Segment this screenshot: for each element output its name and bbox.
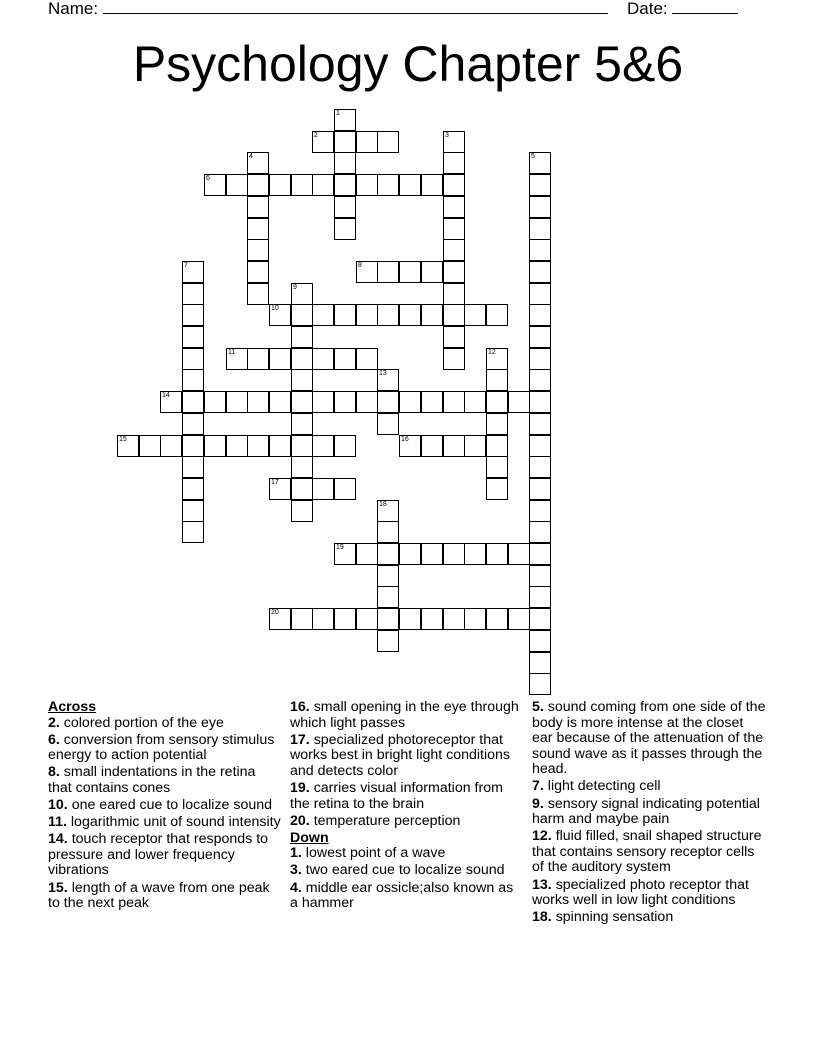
crossword-cell[interactable] [182,435,204,457]
clue-across-20: 20. temperature perception [290,812,461,829]
down-heading: Down [290,829,329,846]
crossword-cell[interactable] [226,174,248,196]
crossword-cell[interactable] [377,630,399,652]
crossword-cell[interactable] [269,348,291,370]
crossword-cell[interactable] [247,174,269,196]
crossword-cell[interactable] [399,435,421,457]
crossword-cell[interactable] [226,391,248,413]
cell-number: 17 [271,479,279,486]
crossword-cell[interactable] [486,608,508,630]
crossword-cell[interactable] [334,543,356,565]
cell-number: 2 [314,132,318,139]
cell-number: 6 [206,175,210,182]
crossword-cell[interactable] [204,391,226,413]
crossword-cell[interactable] [399,261,421,283]
clue-across-11: 11. logarithmic unit of sound intensity [48,814,281,831]
crossword-cell[interactable] [247,218,269,240]
crossword-cell[interactable] [399,543,421,565]
crossword-cell[interactable] [247,261,269,283]
crossword-cell[interactable] [182,304,204,326]
crossword-cell[interactable] [356,543,378,565]
clue-down-18: 18. spinning sensation [532,909,674,926]
crossword-cell[interactable] [334,174,356,196]
crossword-cell[interactable] [529,521,551,543]
crossword-cell[interactable] [399,304,421,326]
clue-down-1: 1. lowest point of a wave [290,845,446,862]
crossword-cell[interactable] [291,500,313,522]
crossword-cell[interactable] [247,283,269,305]
crossword-cell[interactable] [334,304,356,326]
clue-down-9: 9. sensory signal indicating potential harm and maybe pain [532,795,760,828]
crossword-cell[interactable] [443,608,465,630]
crossword-cell[interactable] [291,369,313,391]
crossword-cell[interactable] [486,348,508,370]
crossword-cell[interactable] [529,630,551,652]
crossword-cell[interactable] [356,131,378,153]
crossword-cell[interactable] [334,196,356,218]
crossword-cell[interactable] [377,565,399,587]
crossword-cell[interactable] [269,478,291,500]
crossword-cell[interactable] [377,521,399,543]
crossword-cell[interactable] [356,174,378,196]
crossword-cell[interactable] [377,261,399,283]
cell-number: 12 [488,349,496,356]
cell-number: 14 [162,392,170,399]
clue-down-4: 4. middle ear ossicle;also known as a hammer [290,879,514,912]
crossword-cell[interactable] [312,174,334,196]
crossword-cell[interactable] [291,348,313,370]
crossword-cell[interactable] [377,543,399,565]
crossword-cell[interactable] [356,608,378,630]
crossword-cell[interactable] [334,152,356,174]
crossword-cell[interactable] [508,391,530,413]
cell-number: 10 [271,305,279,312]
crossword-cell[interactable] [182,478,204,500]
crossword-cell[interactable] [204,435,226,457]
crossword-cell[interactable] [529,218,551,240]
crossword-cell[interactable] [486,304,508,326]
crossword-cell[interactable] [312,348,334,370]
crossword-cell[interactable] [421,304,443,326]
cell-number: 19 [336,544,344,551]
crossword-cell[interactable] [529,391,551,413]
clue-across-2: 2. colored portion of the eye [48,714,224,731]
crossword-cell[interactable] [443,283,465,305]
crossword-cell[interactable] [291,435,313,457]
crossword-cell[interactable] [334,478,356,500]
crossword-cell[interactable] [529,239,551,261]
crossword-cell[interactable] [529,478,551,500]
crossword-cell[interactable] [291,283,313,305]
crossword-cell[interactable] [443,435,465,457]
crossword-cell[interactable] [377,174,399,196]
clues-column-3 [532,700,767,927]
crossword-cell[interactable] [529,673,551,695]
crossword-cell[interactable] [356,304,378,326]
cell-number: 5 [531,153,535,160]
clue-across-16: 16. small opening in the eye through which light passes [290,699,519,731]
crossword-cell[interactable] [139,435,161,457]
crossword-cell[interactable] [334,131,356,153]
crossword-cell[interactable] [421,435,443,457]
crossword-cell[interactable] [291,326,313,348]
clue-down-7: 7. light detecting cell [532,778,661,795]
clues-column-1 [48,700,283,913]
crossword-cell[interactable] [247,391,269,413]
crossword-cell[interactable] [443,152,465,174]
crossword-cell[interactable] [377,304,399,326]
clue-across-10: 10. one eared cue to localize sound [48,797,273,814]
clue-across-6: 6. conversion from sensory stimulus energy to action potential [48,731,275,764]
crossword-cell[interactable] [247,196,269,218]
clue-down-12: 12. fluid filled, snail shaped structure that contains sensory receptor cells of the auditory system [532,828,762,876]
cell-number: 4 [249,153,253,160]
crossword-cell[interactable] [356,261,378,283]
crossword-cell[interactable] [356,391,378,413]
cell-number: 13 [379,370,387,377]
crossword-cell[interactable] [334,348,356,370]
crossword-cell[interactable] [443,391,465,413]
crossword-cell[interactable] [160,435,182,457]
cell-number: 20 [271,609,279,616]
crossword-cell[interactable] [486,478,508,500]
crossword-cell[interactable] [269,174,291,196]
crossword-cell[interactable] [529,435,551,457]
cell-number: 15 [119,436,127,443]
crossword-cell[interactable] [182,500,204,522]
cell-number: 1 [336,110,340,117]
crossword-cell[interactable] [399,174,421,196]
crossword-cell[interactable] [421,608,443,630]
crossword-cell[interactable] [443,348,465,370]
clue-across-19: 19. carries visual information from the retina to the brain [290,779,503,812]
crossword-cell[interactable] [377,586,399,608]
crossword-cell[interactable] [529,196,551,218]
crossword-cell[interactable] [291,413,313,435]
crossword-cell[interactable] [443,543,465,565]
crossword-cell[interactable] [377,369,399,391]
crossword-cell[interactable] [486,391,508,413]
clue-across-8: 8. small indentations in the retina that contains cones [48,764,256,796]
crossword-cell[interactable] [464,608,486,630]
crossword-cell[interactable] [529,348,551,370]
crossword-cell[interactable] [247,152,269,174]
crossword-cell[interactable] [226,435,248,457]
crossword-cell[interactable] [443,304,465,326]
crossword-cell[interactable] [247,348,269,370]
crossword-cell[interactable] [486,369,508,391]
crossword-cell[interactable] [443,218,465,240]
crossword-cell[interactable] [486,413,508,435]
crossword-cell[interactable] [529,326,551,348]
crossword-cell[interactable] [529,174,551,196]
cell-number: 16 [401,436,409,443]
crossword-cell[interactable] [529,456,551,478]
clue-across-14: 14. touch receptor that responds to pressure and lower frequency vibrations [48,831,269,879]
crossword-cell[interactable] [204,174,226,196]
crossword-cell[interactable] [464,304,486,326]
crossword-cell[interactable] [529,152,551,174]
crossword-cell[interactable] [443,326,465,348]
crossword-cell[interactable] [443,196,465,218]
cell-number: 3 [445,132,449,139]
crossword-cell[interactable] [529,500,551,522]
crossword-cell[interactable] [377,500,399,522]
crossword-cell[interactable] [443,261,465,283]
crossword-cell[interactable] [312,131,334,153]
crossword-cell[interactable] [247,239,269,261]
crossword-cell[interactable] [269,304,291,326]
crossword-cell[interactable] [334,218,356,240]
crossword-cell[interactable] [291,478,313,500]
across-heading: Across [48,699,97,715]
crossword-cell[interactable] [529,304,551,326]
crossword-cell[interactable] [291,391,313,413]
crossword-cell[interactable] [508,543,530,565]
crossword-cell[interactable] [269,435,291,457]
crossword-cell[interactable] [182,521,204,543]
crossword-cell[interactable] [117,435,139,457]
crossword-cell[interactable] [334,391,356,413]
clue-down-5: 5. sound coming from one side of the body is more intense at the closet ear because of the attenuation of the sound wave as it passes through the head. [532,699,766,778]
crossword-cell[interactable] [443,174,465,196]
crossword-cell[interactable] [486,456,508,478]
cell-number: 9 [293,284,297,291]
clues-column-2 [290,700,525,913]
crossword-cell[interactable] [377,608,399,630]
crossword-cell[interactable] [399,391,421,413]
crossword-cell[interactable] [312,304,334,326]
crossword-cell[interactable] [291,174,313,196]
crossword-cell[interactable] [377,413,399,435]
crossword-cell[interactable] [312,478,334,500]
name-label: Name: [48,0,99,18]
crossword-cell[interactable] [334,109,356,131]
crossword-cell[interactable] [529,565,551,587]
crossword-cell[interactable] [486,435,508,457]
crossword-cell[interactable] [529,543,551,565]
crossword-cell[interactable] [334,435,356,457]
crossword-cell[interactable] [399,608,421,630]
crossword-cell[interactable] [226,348,248,370]
crossword-cell[interactable] [312,435,334,457]
crossword-cell[interactable] [334,608,356,630]
crossword-cell[interactable] [312,391,334,413]
crossword-cell[interactable] [529,413,551,435]
crossword-cell[interactable] [464,543,486,565]
crossword-cell[interactable] [160,391,182,413]
crossword-cell[interactable] [312,608,334,630]
crossword-cell[interactable] [529,586,551,608]
crossword-cell[interactable] [356,348,378,370]
clue-down-13: 13. specialized photo receptor that works well in low light conditions [532,876,749,909]
crossword-cell[interactable] [182,326,204,348]
crossword-cell[interactable] [182,261,204,283]
crossword-cell[interactable] [291,456,313,478]
cell-number: 18 [379,501,387,508]
cell-number: 7 [184,262,188,269]
crossword-cell[interactable] [377,391,399,413]
crossword-cell[interactable] [464,391,486,413]
page-title: Psychology Chapter 5&6 [132,36,684,92]
crossword-cell[interactable] [464,435,486,457]
crossword-cell[interactable] [486,543,508,565]
cell-number: 8 [358,262,362,269]
crossword-cell[interactable] [421,261,443,283]
clue-down-3: 3. two eared cue to localize sound [290,862,505,879]
crossword-cell[interactable] [291,304,313,326]
crossword-cell[interactable] [182,369,204,391]
crossword-cell[interactable] [529,652,551,674]
crossword-cell[interactable] [182,348,204,370]
clue-across-15: 15. length of a wave from one peak to the next peak [48,879,270,912]
crossword-cell[interactable] [529,261,551,283]
crossword-cell[interactable] [508,608,530,630]
crossword-cell[interactable] [182,391,204,413]
cell-number: 11 [228,349,236,356]
crossword-cell[interactable] [529,283,551,305]
crossword-cell[interactable] [421,174,443,196]
date-label: Date: [627,0,668,18]
crossword-cell[interactable] [529,608,551,630]
crossword-cell[interactable] [269,391,291,413]
crossword-cell[interactable] [443,239,465,261]
crossword-cell[interactable] [377,131,399,153]
crossword-cell[interactable] [291,608,313,630]
crossword-cell[interactable] [269,608,291,630]
crossword-cell[interactable] [182,413,204,435]
crossword-cell[interactable] [529,369,551,391]
clue-across-17: 17. specialized photoreceptor that works best in bright light conditions and detects color [290,731,511,779]
crossword-cell[interactable] [182,283,204,305]
crossword-cell[interactable] [443,131,465,153]
crossword-cell[interactable] [247,435,269,457]
crossword-cell[interactable] [421,391,443,413]
crossword-cell[interactable] [421,543,443,565]
crossword-cell[interactable] [182,456,204,478]
